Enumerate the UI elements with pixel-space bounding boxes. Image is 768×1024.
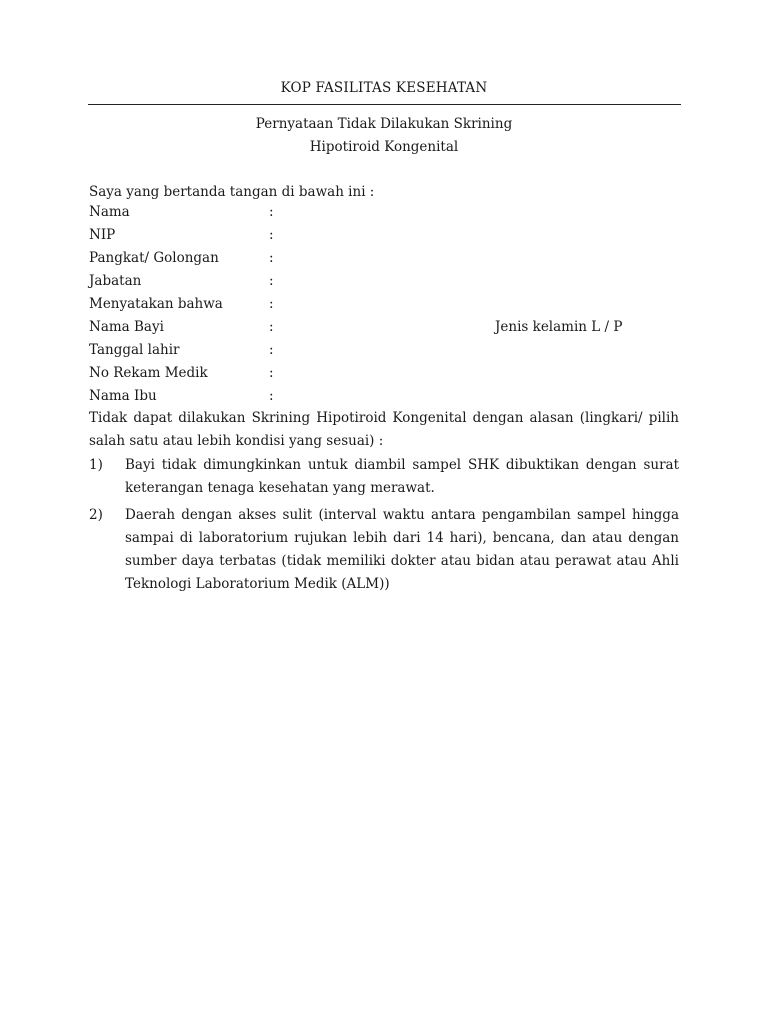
field-colon: :	[269, 342, 274, 358]
reason-paragraph: Tidak dapat dilakukan Skrining Hipotiroid Kongenital dengan alasan (lingkari/ pilih salah satu atau lebih kondisi yang sesuai) :	[89, 410, 679, 449]
field-label: Jabatan	[89, 273, 142, 289]
field-row	[89, 316, 681, 339]
reason-list	[89, 454, 679, 600]
field-label: No Rekam Medik	[89, 365, 208, 381]
field-label: Menyatakan bahwa	[89, 296, 223, 312]
field-row	[89, 247, 681, 270]
field-colon: :	[269, 227, 274, 243]
field-label: NIP	[89, 227, 116, 243]
document-title-line-1: Pernyataan Tidak Dilakukan Skrining	[255, 116, 513, 132]
field-row	[89, 224, 681, 247]
letterhead-title: KOP FASILITAS KESEHATAN	[280, 80, 488, 96]
field-colon: :	[269, 365, 274, 381]
identity-fields	[89, 201, 681, 408]
document-title-line-2: Hipotiroid Kongenital	[309, 139, 459, 155]
field-label: Tanggal lahir	[89, 342, 180, 358]
list-item-text: Bayi tidak dimungkinkan untuk diambil sampel SHK dibuktikan dengan surat keterangan tenaga kesehatan yang merawat.	[125, 457, 679, 496]
field-row	[89, 201, 681, 224]
field-row	[89, 385, 681, 408]
field-colon: :	[269, 296, 274, 312]
field-colon: :	[269, 250, 274, 266]
intro-statement: Saya yang bertanda tangan di bawah ini :	[89, 184, 375, 200]
field-colon: :	[269, 204, 274, 220]
gender-field: Jenis kelamin L / P	[495, 319, 623, 335]
field-colon: :	[269, 319, 274, 335]
field-row	[89, 339, 681, 362]
field-label: Pangkat/ Golongan	[89, 250, 219, 266]
list-item	[89, 504, 679, 596]
list-item	[89, 454, 679, 500]
field-row	[89, 293, 681, 316]
field-label: Nama Bayi	[89, 319, 164, 335]
document-title	[0, 113, 768, 159]
letterhead-divider	[88, 104, 681, 105]
field-label: Nama	[89, 204, 130, 220]
list-item-text: Daerah dengan akses sulit (interval waktu antara pengambilan sampel hingga sampai di laboratorium rujukan lebih dari 14 hari), bencana, dan atau dengan sumber daya terbatas (tidak memiliki dokter atau bidan atau perawat atau Ahli Teknologi Laboratorium Medik (ALM))	[125, 507, 679, 592]
field-label: Nama Ibu	[89, 388, 157, 404]
field-colon: :	[269, 273, 274, 289]
field-row	[89, 362, 681, 385]
field-colon: :	[269, 388, 274, 404]
list-item-number: 2)	[89, 507, 103, 523]
field-row	[89, 270, 681, 293]
list-item-number: 1)	[89, 457, 103, 473]
